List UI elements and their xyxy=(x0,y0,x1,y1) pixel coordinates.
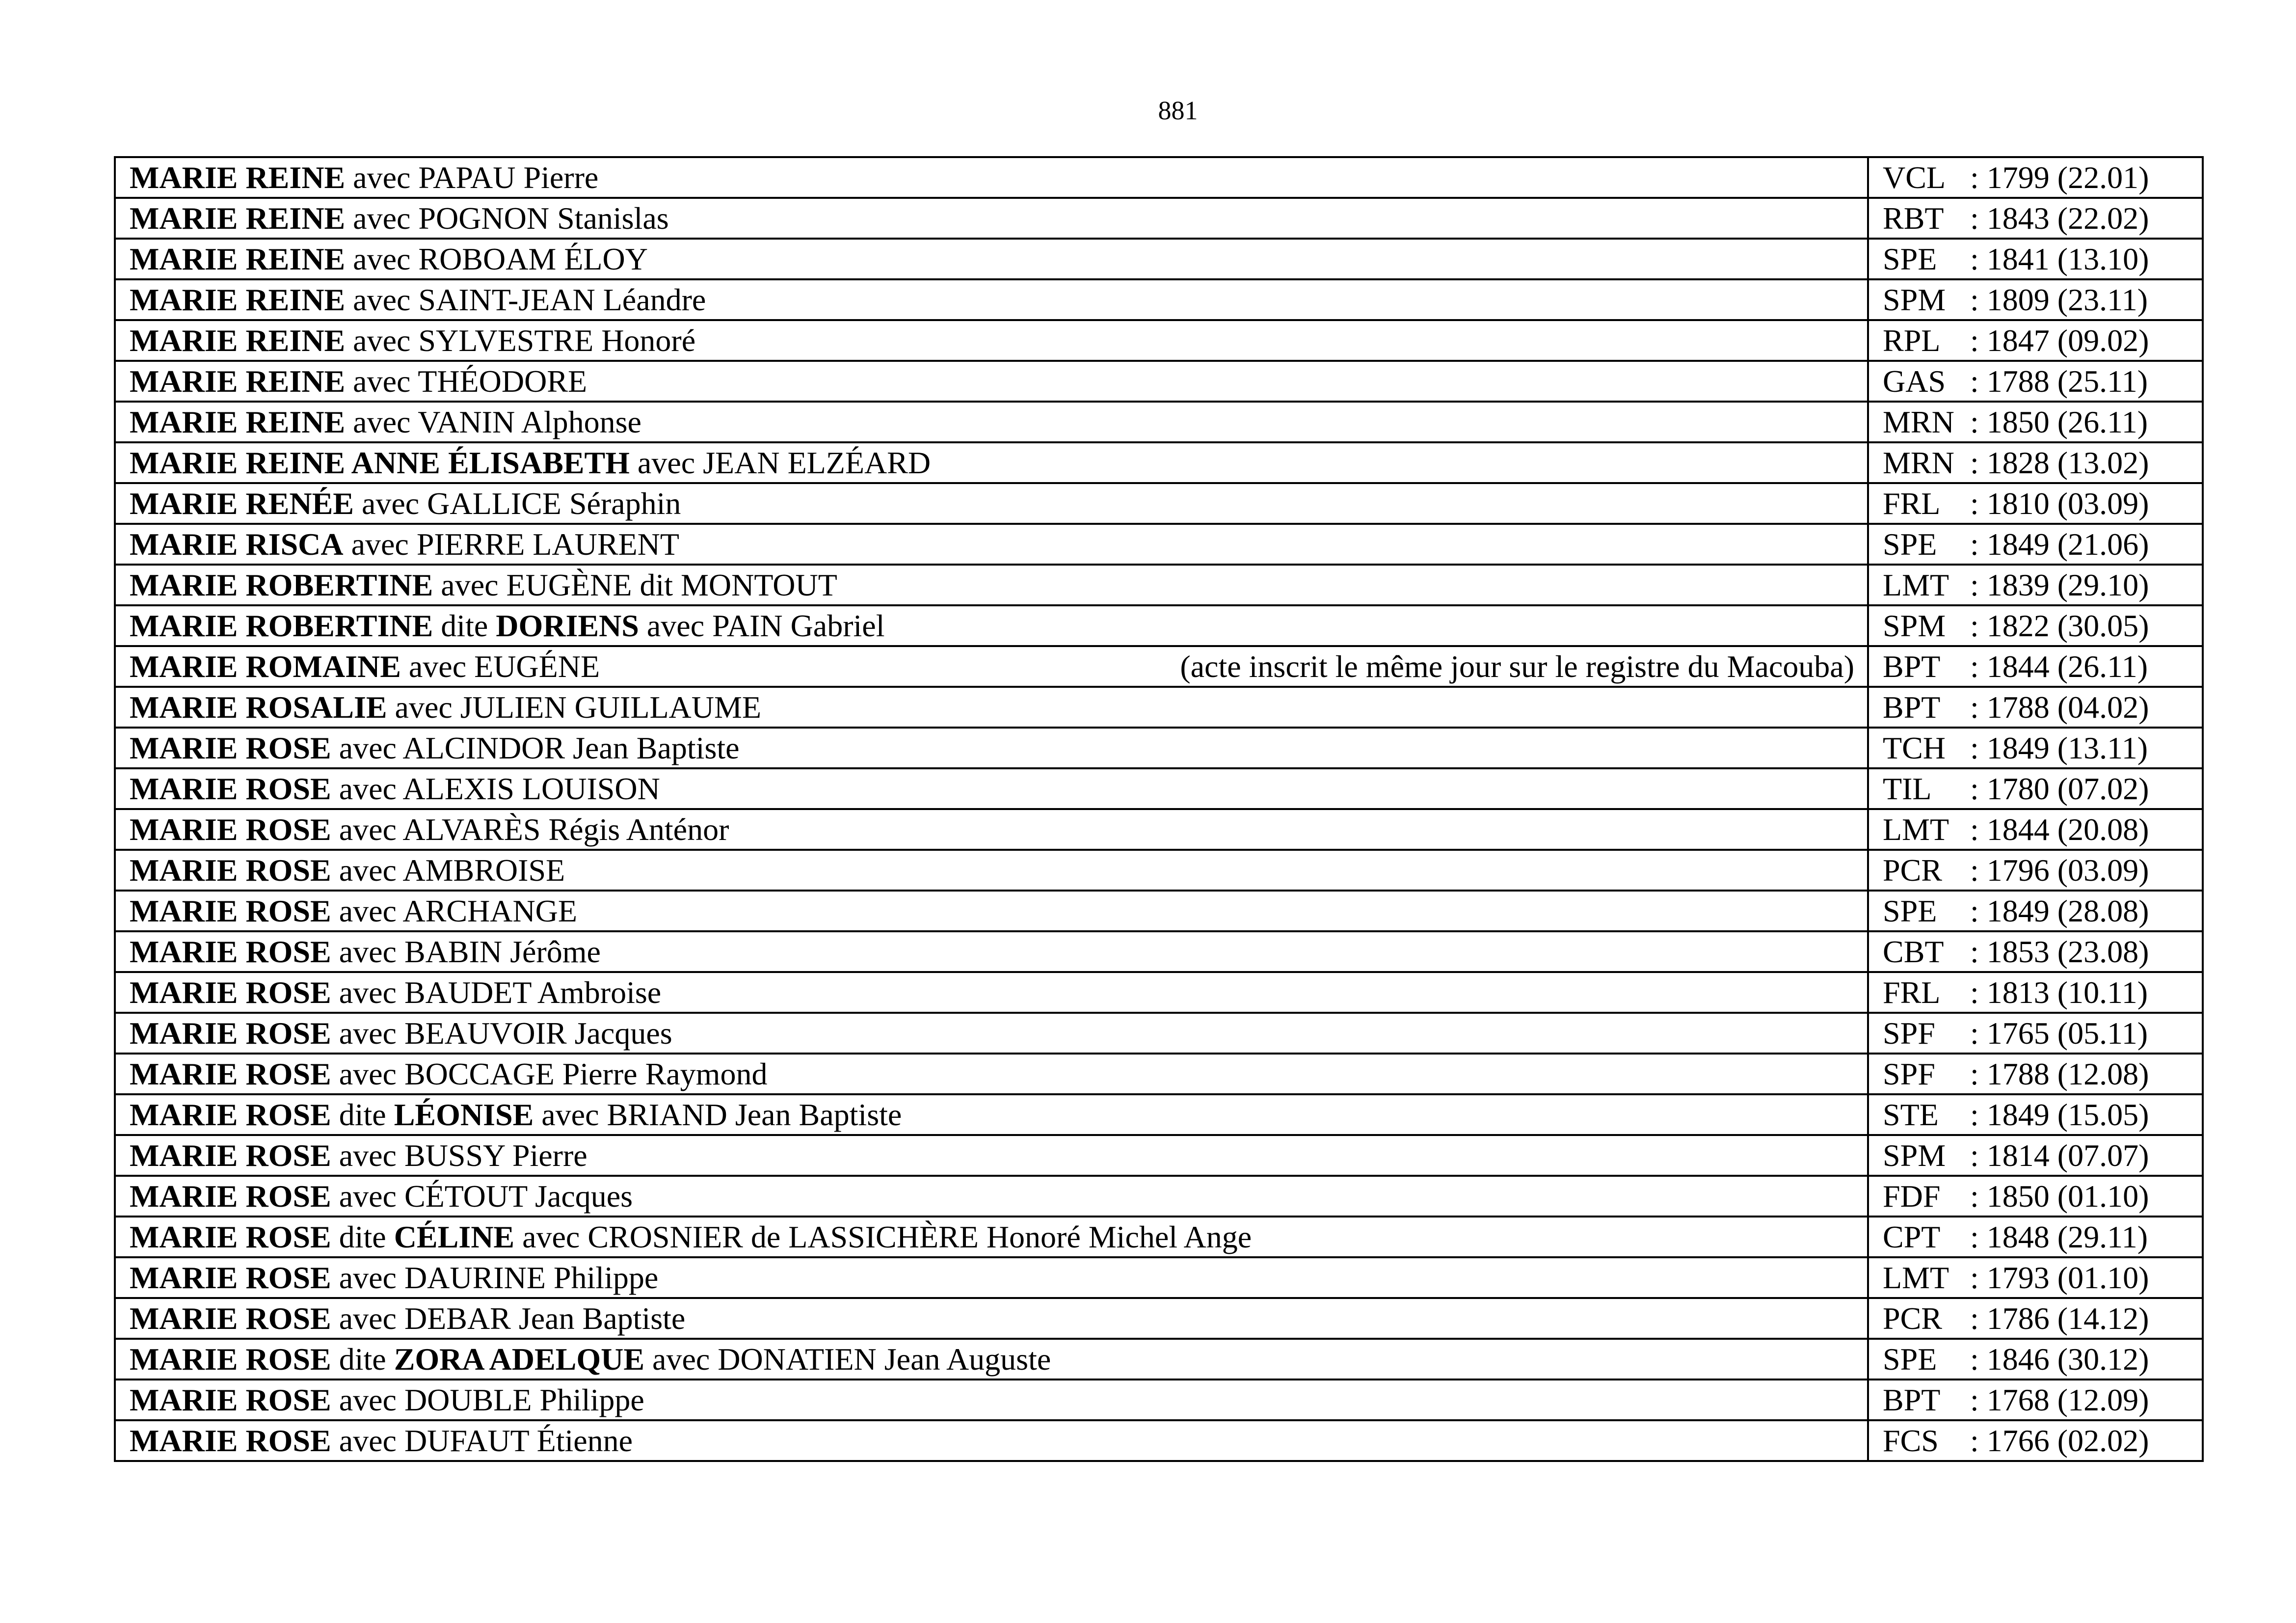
person-name: MARIE ROSE xyxy=(130,893,331,928)
person-name: MARIE ROSE xyxy=(130,812,331,847)
parish-reference xyxy=(1868,524,2203,565)
record-date: : 1786 (14.12) xyxy=(1970,1300,2149,1336)
table-row xyxy=(115,1135,2203,1176)
entry-text: avec CROSNIER de LASSICHÈRE Honoré Michel Ange xyxy=(514,1219,1252,1254)
marriage-entry xyxy=(115,1217,1868,1257)
person-name: MARIE REINE xyxy=(130,160,346,195)
parish-reference xyxy=(1868,361,2203,402)
parish-code: SPF xyxy=(1883,1015,1935,1051)
parish-code: PCR xyxy=(1883,852,1942,888)
entry-text: avec AMBROISE xyxy=(331,852,565,888)
parish-code: RPL xyxy=(1883,323,1941,358)
table-row xyxy=(115,646,2203,687)
entry-text: avec SAINT-JEAN Léandre xyxy=(345,282,706,317)
parish-code: LMT xyxy=(1883,812,1949,847)
table-row xyxy=(115,320,2203,361)
table-row xyxy=(115,768,2203,809)
parish-reference xyxy=(1868,1013,2203,1054)
person-name: MARIE ROSALIE xyxy=(130,689,387,725)
parish-code: SPF xyxy=(1883,1056,1935,1091)
record-date: : 1809 (23.11) xyxy=(1970,282,2148,317)
parish-code: SPE xyxy=(1883,241,1937,276)
table-row xyxy=(115,687,2203,728)
parish-code: SPM xyxy=(1883,608,1946,643)
parish-reference xyxy=(1868,1380,2203,1420)
parish-reference xyxy=(1868,605,2203,646)
record-date: : 1814 (07.07) xyxy=(1970,1137,2149,1173)
parish-reference xyxy=(1868,239,2203,279)
parish-reference xyxy=(1868,1420,2203,1461)
marriage-entry xyxy=(115,320,1868,361)
marriage-entry xyxy=(115,891,1868,931)
entry-text: avec BABIN Jérôme xyxy=(331,934,601,969)
entry-text: avec DUFAUT Étienne xyxy=(331,1423,633,1458)
entry-text: avec EUGÉNE xyxy=(400,649,600,684)
table-row xyxy=(115,891,2203,931)
parish-reference xyxy=(1868,1298,2203,1339)
parish-reference xyxy=(1868,198,2203,239)
table-row xyxy=(115,279,2203,320)
page-number: 881 xyxy=(1158,96,1198,125)
person-name: LÉONISE xyxy=(394,1097,534,1132)
table-row xyxy=(115,239,2203,279)
person-name: MARIE ROSE xyxy=(130,730,331,765)
person-name: MARIE ROSE xyxy=(130,974,331,1010)
person-name: MARIE REINE ANNE ÉLISABETH xyxy=(130,445,630,480)
parish-reference xyxy=(1868,891,2203,931)
marriage-entry xyxy=(115,524,1868,565)
parish-code: LMT xyxy=(1883,567,1949,602)
parish-code: SPE xyxy=(1883,1341,1937,1377)
person-name: MARIE ROSE xyxy=(130,1056,331,1091)
record-date: : 1844 (20.08) xyxy=(1970,812,2149,847)
parish-reference xyxy=(1868,442,2203,483)
register-body xyxy=(115,157,2203,1461)
record-date: : 1799 (22.01) xyxy=(1970,160,2149,195)
parish-code: SPE xyxy=(1883,526,1937,562)
person-name: MARIE ROSE xyxy=(130,1178,331,1214)
record-date: : 1788 (04.02) xyxy=(1970,689,2149,725)
table-row xyxy=(115,1298,2203,1339)
record-date: : 1847 (09.02) xyxy=(1970,323,2149,358)
parish-code: MRN xyxy=(1883,445,1954,480)
person-name: MARIE ROSE xyxy=(130,771,331,806)
person-name: MARIE ROSE xyxy=(130,1137,331,1173)
entry-text: avec BAUDET Ambroise xyxy=(331,974,662,1010)
table-row xyxy=(115,361,2203,402)
entry-text: avec CÉTOUT Jacques xyxy=(331,1178,633,1214)
marriage-entry xyxy=(115,972,1868,1013)
parish-code: SPM xyxy=(1883,282,1946,317)
parish-code: CPT xyxy=(1883,1219,1941,1254)
entry-text: avec POGNON Stanislas xyxy=(345,200,669,236)
parish-reference xyxy=(1868,687,2203,728)
parish-code: MRN xyxy=(1883,404,1954,439)
record-date: : 1846 (30.12) xyxy=(1970,1341,2149,1377)
entry-text: avec BUSSY Pierre xyxy=(331,1137,587,1173)
marriage-entry xyxy=(115,483,1868,524)
record-date: : 1788 (25.11) xyxy=(1970,363,2148,399)
person-name: MARIE ROSE xyxy=(130,852,331,888)
person-name: DORIENS xyxy=(496,608,639,643)
entry-text: dite xyxy=(331,1097,394,1132)
person-name: MARIE ROSE xyxy=(130,1341,331,1377)
parish-code: VCL xyxy=(1883,160,1946,195)
entry-text: avec PAIN Gabriel xyxy=(639,608,885,643)
parish-reference xyxy=(1868,728,2203,768)
person-name: MARIE ROSE xyxy=(130,1097,331,1132)
parish-code: SPE xyxy=(1883,893,1937,928)
entry-text: avec GALLICE Séraphin xyxy=(353,486,681,521)
parish-reference xyxy=(1868,931,2203,972)
person-name: MARIE ROSE xyxy=(130,1219,331,1254)
entry-text: avec DOUBLE Philippe xyxy=(331,1382,644,1417)
person-name: MARIE REINE xyxy=(130,363,346,399)
record-date: : 1850 (26.11) xyxy=(1970,404,2148,439)
marriage-register-table xyxy=(114,156,2204,1462)
entry-text: dite xyxy=(331,1219,394,1254)
marriage-entry xyxy=(115,1135,1868,1176)
marriage-entry xyxy=(115,1420,1868,1461)
entry-text: avec ALCINDOR Jean Baptiste xyxy=(331,730,740,765)
marriage-entry xyxy=(115,1339,1868,1380)
person-name: MARIE ROSE xyxy=(130,1260,331,1295)
person-name: MARIE REINE xyxy=(130,241,346,276)
entry-text: avec JULIEN GUILLAUME xyxy=(387,689,761,725)
marriage-entry xyxy=(115,361,1868,402)
parish-code: FRL xyxy=(1883,974,1941,1010)
entry-text: avec BRIAND Jean Baptiste xyxy=(534,1097,902,1132)
parish-code: LMT xyxy=(1883,1260,1949,1295)
table-row xyxy=(115,1217,2203,1257)
person-name: CÉLINE xyxy=(394,1219,515,1254)
entry-text: dite xyxy=(433,608,496,643)
table-row xyxy=(115,565,2203,605)
parish-code: FCS xyxy=(1883,1423,1939,1458)
record-date: : 1841 (13.10) xyxy=(1970,241,2149,276)
parish-reference xyxy=(1868,768,2203,809)
person-name: ZORA ADELQUE xyxy=(394,1341,645,1377)
record-date: : 1839 (29.10) xyxy=(1970,567,2149,602)
parish-reference xyxy=(1868,1054,2203,1094)
record-date: : 1796 (03.09) xyxy=(1970,852,2149,888)
entry-text: avec ARCHANGE xyxy=(331,893,577,928)
record-date: : 1848 (29.11) xyxy=(1970,1219,2148,1254)
parish-code: BPT xyxy=(1883,649,1941,684)
record-date: : 1768 (12.09) xyxy=(1970,1382,2149,1417)
table-row xyxy=(115,1257,2203,1298)
table-row xyxy=(115,972,2203,1013)
record-date: : 1849 (13.11) xyxy=(1970,730,2148,765)
table-row xyxy=(115,1054,2203,1094)
parish-reference xyxy=(1868,565,2203,605)
entry-text: avec PIERRE LAURENT xyxy=(343,526,679,562)
marriage-entry xyxy=(115,728,1868,768)
entry-text: avec ALVARÈS Régis Anténor xyxy=(331,812,729,847)
person-name: MARIE RISCA xyxy=(130,526,344,562)
table-row xyxy=(115,1380,2203,1420)
marriage-entry xyxy=(115,239,1868,279)
record-date: : 1849 (28.08) xyxy=(1970,893,2149,928)
record-date: : 1849 (15.05) xyxy=(1970,1097,2149,1132)
entry-text: avec JEAN ELZÉARD xyxy=(629,445,931,480)
table-row xyxy=(115,1013,2203,1054)
person-name: MARIE ROBERTINE xyxy=(130,608,433,643)
table-row xyxy=(115,157,2203,198)
record-date: : 1766 (02.02) xyxy=(1970,1423,2149,1458)
person-name: MARIE ROSE xyxy=(130,1300,331,1336)
parish-code: TCH xyxy=(1883,730,1946,765)
parish-code: FDF xyxy=(1883,1178,1941,1214)
person-name: MARIE ROSE xyxy=(130,934,331,969)
record-date: : 1843 (22.02) xyxy=(1970,200,2149,236)
parish-reference xyxy=(1868,1257,2203,1298)
entry-text: avec DEBAR Jean Baptiste xyxy=(331,1300,686,1336)
marriage-entry xyxy=(115,768,1868,809)
parish-code: STE xyxy=(1883,1097,1939,1132)
record-date: : 1850 (01.10) xyxy=(1970,1178,2149,1214)
marriage-entry xyxy=(115,565,1868,605)
table-row xyxy=(115,483,2203,524)
table-row xyxy=(115,1339,2203,1380)
parish-reference xyxy=(1868,850,2203,891)
record-date: : 1849 (21.06) xyxy=(1970,526,2149,562)
parish-reference xyxy=(1868,1094,2203,1135)
record-date: : 1828 (13.02) xyxy=(1970,445,2149,480)
person-name: MARIE ROSE xyxy=(130,1382,331,1417)
marriage-entry xyxy=(115,809,1868,850)
parish-code: PCR xyxy=(1883,1300,1942,1336)
table-row xyxy=(115,931,2203,972)
parish-reference xyxy=(1868,320,2203,361)
parish-reference xyxy=(1868,1217,2203,1257)
person-name: MARIE ROMAINE xyxy=(130,649,401,684)
table-row xyxy=(115,850,2203,891)
entry-text: avec EUGÈNE dit MONTOUT xyxy=(433,567,837,602)
record-date: : 1810 (03.09) xyxy=(1970,486,2149,521)
marriage-entry xyxy=(115,1257,1868,1298)
marriage-entry xyxy=(115,279,1868,320)
entry-text: avec BEAUVOIR Jacques xyxy=(331,1015,672,1051)
entry-text: dite xyxy=(331,1341,394,1377)
marriage-entry xyxy=(115,850,1868,891)
entry-text: avec ALEXIS LOUISON xyxy=(331,771,660,806)
marriage-entry xyxy=(115,442,1868,483)
entry-text: avec SYLVESTRE Honoré xyxy=(345,323,696,358)
entry-note: (acte inscrit le même jour sur le registre du Macouba) xyxy=(1180,649,1854,684)
person-name: MARIE RENÉE xyxy=(130,486,354,521)
person-name: MARIE REINE xyxy=(130,323,346,358)
parish-code: CBT xyxy=(1883,934,1944,969)
marriage-entry xyxy=(115,646,1868,687)
person-name: MARIE ROSE xyxy=(130,1015,331,1051)
table-row xyxy=(115,728,2203,768)
entry-text: avec DONATIEN Jean Auguste xyxy=(644,1341,1051,1377)
table-row xyxy=(115,402,2203,442)
record-date: : 1844 (26.11) xyxy=(1970,649,2148,684)
parish-reference xyxy=(1868,1176,2203,1217)
parish-reference xyxy=(1868,279,2203,320)
parish-reference xyxy=(1868,972,2203,1013)
entry-text: avec DAURINE Philippe xyxy=(331,1260,659,1295)
person-name: MARIE REINE xyxy=(130,282,346,317)
record-date: : 1853 (23.08) xyxy=(1970,934,2149,969)
marriage-entry xyxy=(115,1094,1868,1135)
marriage-entry xyxy=(115,931,1868,972)
person-name: MARIE REINE xyxy=(130,200,346,236)
record-date: : 1788 (12.08) xyxy=(1970,1056,2149,1091)
marriage-entry xyxy=(115,198,1868,239)
record-date: : 1822 (30.05) xyxy=(1970,608,2149,643)
marriage-entry xyxy=(115,1054,1868,1094)
marriage-entry xyxy=(115,605,1868,646)
parish-code: GAS xyxy=(1883,363,1946,399)
parish-reference xyxy=(1868,483,2203,524)
marriage-entry xyxy=(115,1176,1868,1217)
parish-reference xyxy=(1868,646,2203,687)
table-row xyxy=(115,198,2203,239)
parish-code: FRL xyxy=(1883,486,1941,521)
record-date: : 1813 (10.11) xyxy=(1970,974,2148,1010)
entry-text: avec PAPAU Pierre xyxy=(345,160,599,195)
marriage-entry xyxy=(115,1013,1868,1054)
parish-code: BPT xyxy=(1883,689,1941,725)
person-name: MARIE ROSE xyxy=(130,1423,331,1458)
parish-code: BPT xyxy=(1883,1382,1941,1417)
table-row xyxy=(115,1094,2203,1135)
marriage-entry xyxy=(115,1380,1868,1420)
table-row xyxy=(115,1420,2203,1461)
table-row xyxy=(115,809,2203,850)
parish-code: RBT xyxy=(1883,200,1944,236)
parish-reference xyxy=(1868,402,2203,442)
marriage-entry xyxy=(115,157,1868,198)
entry-text: avec THÉODORE xyxy=(345,363,587,399)
parish-code: SPM xyxy=(1883,1137,1946,1173)
record-date: : 1765 (05.11) xyxy=(1970,1015,2148,1051)
entry-text: avec ROBOAM ÉLOY xyxy=(345,241,648,276)
parish-reference xyxy=(1868,1339,2203,1380)
record-date: : 1793 (01.10) xyxy=(1970,1260,2149,1295)
marriage-entry xyxy=(115,1298,1868,1339)
marriage-entry xyxy=(115,687,1868,728)
parish-reference xyxy=(1868,1135,2203,1176)
entry-text: avec VANIN Alphonse xyxy=(345,404,641,439)
table-row xyxy=(115,605,2203,646)
table-row xyxy=(115,524,2203,565)
person-name: MARIE ROBERTINE xyxy=(130,567,433,602)
person-name: MARIE REINE xyxy=(130,404,346,439)
parish-reference xyxy=(1868,157,2203,198)
parish-code: TIL xyxy=(1883,771,1932,806)
marriage-entry xyxy=(115,402,1868,442)
table-row xyxy=(115,442,2203,483)
parish-reference xyxy=(1868,809,2203,850)
record-date: : 1780 (07.02) xyxy=(1970,771,2149,806)
table-row xyxy=(115,1176,2203,1217)
entry-text: avec BOCCAGE Pierre Raymond xyxy=(331,1056,768,1091)
